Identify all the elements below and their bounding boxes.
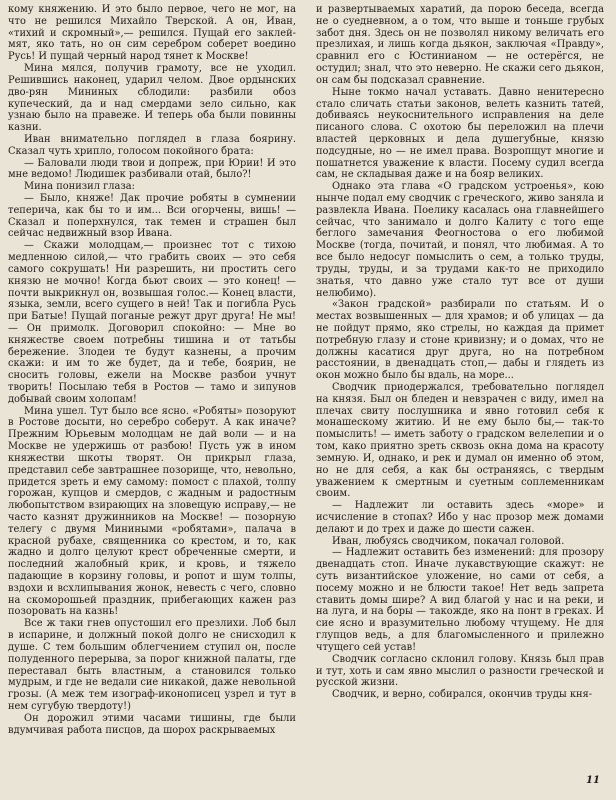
page-number: 11 (586, 775, 600, 786)
right-text-column (316, 4, 604, 774)
paragraph: и развертываемых харатий, да порою беседа, всегда не о суедневном, а о том, что выше и тоньше грубых забот дня. Здесь он не позволял никому величать его презлихая, и лишь когда дьякон, заключая «Правду», сравнил его с Юстинианом — не остерёгся, не остудил; знал, что это неверно. Не скажи сего дьякон, он сам бы подсказал сравнение. (316, 4, 604, 86)
paragraph: — Баловали люди твои и допреж, при Юрии! И это мне ведомо! Людишек разбивали отай, было?! (8, 157, 296, 181)
paragraph: — Скажи молодцам,— произнес тот с тихою медленною силой,— что грабить своих — это себя самого сокрушать! Ни разрешить, ни простить сего князю не мочно! Когда бьют своих — это конец! — почти выкрикнул он, возвышая голос.— Конец власти, языка, земли, всего сущего в ней! Так и погибла Русь при Батые! Пущай поганые режут друг друга! Не мы! — Он примолк. Договорил спокойно: — Мне во княжестве своем потребны тишина и от татьбы бережение. Злодеи те будут казнены, а прочим скажи: и им то же будет, да и тебе, боярин, не сносить головы, ежели на Москве разбои учнут творить! Посылаю тебя в Ростов — тамо и зипунов добывай своим холопам! (8, 240, 296, 405)
paragraph: Ныне токмо начал уставать. Давно ненитересно стало сличать статьи законов, велеть казнить татей, добиваясь неукоснительного исправления на деле писаного слова. С охотою бы переложил на плечи властей церковных и дела душегубные, князю подсудные, но — не имел права. Возропщут многие и пошатнется уважение к власти. Посему судил всегда сам, не складывая даже и на бояр великих. (316, 86, 604, 181)
left-text-column (8, 4, 296, 774)
paragraph: «Закон градской» разбирали по статьям. И о местах возвышенных — для храмов; и об улицах — да не пойдут прямо, яко стрелы, но каждая да примет потребную глазу и стоне кривизну; и о домах, что не должны касатися друг друга, но на потребном расстоянии, в двенадцать стоп,— дабы и глядеть из окон можно было бы вдаль, на море... (316, 299, 604, 382)
paragraph: Сводчик согласно склонил голову. Князь был прав и тут, хоть и сам явно мыслил о разности греческой и русской жизни. (316, 653, 604, 689)
paragraph: Все ж таки гнев опустошил его презлихи. Лоб был в испарине, и должный покой долго не снисходил к душе. С тем большим облегчением ступил он, после полуденного перерыва, за порог книжной палаты, где переставал быть властным, а становился только мудрым, и где не ведали сие никакой, даже невольной грозы. (А меж тем изограф-иконописец узрел и тут в нем сугубую твердоту!) (8, 618, 296, 712)
paragraph: Иван внимательно поглядел в глаза боярину. Сказал чуть хрипло, голосом покойного брата: (8, 133, 296, 157)
paragraph: Мина ушел. Тут было все ясно. «Робяты» позоруют в Ростове досыти, но серебро соберут. А как иначе? Прежним Юрьевым молодцам не дай воли — и на Москве не удержишь от разбою! Пусть уж в ином княжестви шкоты творят. Он прикрыл глаза, представил себе завтрашнее позорище, что, невольно, придется зреть и ему самому: помост с плахой, толпу горожан, купцов и смердов, с жадным и радостным любопытством взирающих на зловещую исправу,— не часто казнят дружинников на Москве! — позорную телегу с двумя Миниными «робятами», палача в красной рубахе, священника со крестом, и то, как жадно и долго целуют крест обреченные смерти, и последний жалобный крик, и кровь, и тяжело падающие в корзину головы, и ропот и шум толпы, вздохи и всхлипывания жонок, невесть с чего, словно на скоморошьей праздник, прибегающих кажен раз позоровать на казнь! (8, 405, 296, 618)
paragraph: Сводчик приодержался, требовательно поглядел на князя. Был он бледен и невзрачен с виду, имел на плечах свиту послушника и явно готовил себя к монашескому житию. И не ему было бы,— так-то помыслить! — иметь заботу о градском велелепии и о том, како приятно зреть сквозь окна дома на красоту земную. И, однако, и рек и думал он именно об этом, но не для себя, а как бы остраняясь, с твердым уважением к смертным и суетным соплеменникам своим. (316, 382, 604, 500)
paragraph: Однако эта глава «О градском устроенья», кою нынче подал ему сводчик с греческого, живо заняла и развлекла Ивана. Поелику касалась она главнейшего сейчас, что занимало и долго Калиту с того еще беглого замечания Феогностова о его любимой Москве (тогда, почитай, и понял, что любимая. А то все было недосуг помыслить о сем, а только труды, труды, труды, и за трудами как-то не приходило знатья, что давно уже стало тут все от души нелюбимо). (316, 181, 604, 299)
paragraph: Иван, любуясь сводчиком, покачал головой. (332, 535, 565, 547)
paragraph: Мина понизил глаза: (24, 181, 135, 193)
paragraph: Сводчик, и верно, собирался, окончив труды кня- (332, 689, 593, 701)
paragraph: кому княжению. И это было первое, чего не мог, на что не решился Михайло Тверской. А он, Иван, «тихий и скромный»,— решился. Пущай его заклей-мят, яко тать, но он сим серебром соберет воедино Русь! И пущай черный народ тянет к Москве! (8, 4, 296, 63)
paragraph: — Было, княже! Дак прочие робяты в сумнении теперича, как бы то и им... Вси огорчены, вишь! — Сказал и поперхнулся, так темен и страшен был сейчас недвижный взор Ивана. (8, 193, 296, 240)
paragraph: — Надлежит ли оставить здесь «море» и исчисление в стопах? Ибо у нас прозор меж домами делают и до трех и даже до шести сажен. (316, 500, 604, 535)
paragraph: Он дорожил этими часами тишины, где были вдумчивая работа писцов, да шорох раскрываемых (8, 712, 296, 736)
paragraph: Мина мялся, получив грамоту, все не уходил. Решившись наконец, ударил челом. Двое ордынских дво-рян Мининых сблодили: разбили обоз купеческий, да и над смердами зело сильно, как узнаю было на правеже. И теперь оба были повинны казни. (8, 63, 296, 134)
paragraph: — Надлежит оставить без изменений: для прозору двенадцать стоп. Иначе лукавствующие скажут: не суть византийское уложение, но сами от себя, а посему можно и не блюсти такое! Нет ведь запрета ставить домы шире? А вид благой у нас и на реки, и на луга, и на боры — такожде, яко на понт в греках. И сие ясно и вразумительно любому чтущему. Не для глупцов ведь, а для благомысленного и прилежно чтущего сей устав! (316, 547, 604, 653)
